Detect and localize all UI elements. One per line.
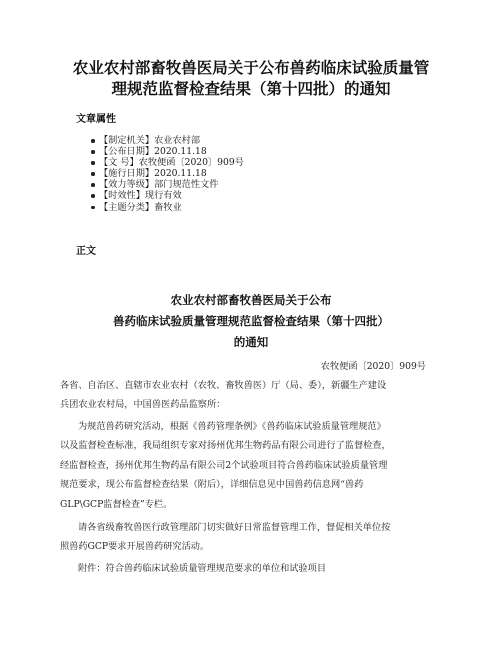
attribute-text: 【施行日期】2020.11.18 <box>99 168 207 180</box>
attribute-text: 【效力等级】部门规范性文件 <box>99 179 219 191</box>
body-heading: 正文 <box>76 246 96 257</box>
attribute-text: 【主题分类】畜牧业 <box>99 201 182 213</box>
page-title-line-2: 理规范监督检查结果（第十四批）的通知 <box>111 80 391 98</box>
bullet-icon <box>91 139 95 143</box>
attribute-item <box>76 157 244 168</box>
bullet-icon <box>91 206 95 210</box>
body-line: GLP\GCP监督检查”专栏。 <box>60 499 173 510</box>
attribute-text: 【文 号】农牧便函〔2020〕909号 <box>99 157 244 169</box>
attribute-item <box>76 146 244 157</box>
attribute-item <box>76 202 244 213</box>
body-line: 照兽药GCP要求开展兽药研究活动。 <box>60 541 210 552</box>
attribute-item <box>76 135 244 146</box>
body-line: 请各省级畜牧兽医行政管理部门切实做好日常监督管理工作，督促相关单位按 <box>78 522 391 533</box>
bullet-icon <box>91 161 95 165</box>
attribute-item <box>76 168 244 179</box>
attribute-text: 【制定机关】农业农村部 <box>99 135 201 146</box>
attachment-line: 附件：符合兽药临床试验质量管理规范要求的单位和试验项目 <box>78 563 327 574</box>
document-title-line-2: 兽药临床试验质量管理规范监督检查结果（第十四批） <box>113 314 389 328</box>
bullet-icon <box>91 194 95 198</box>
bullet-icon <box>91 183 95 187</box>
page-title-line-1: 农业农村部畜牧兽医局关于公布兽药临床试验质量管 <box>72 59 430 77</box>
body-line: 兵团农业农村局，中国兽医药品监察所： <box>60 399 226 410</box>
page-title <box>60 58 442 100</box>
document-title-line-1: 农业农村部畜牧兽医局关于公布 <box>170 293 332 307</box>
document-title <box>60 290 442 353</box>
attributes-list <box>76 135 244 213</box>
bullet-icon <box>91 150 95 154</box>
body-line: 以及监督检查标准，我局组织专家对扬州优邦生物药品有限公司进行了监督检查， <box>60 440 391 451</box>
attributes-heading: 文章属性 <box>76 114 116 125</box>
body-line: 经监督检查，扬州优邦生物药品有限公司2个试验项目符合兽药临床试验质量管理 <box>60 460 388 471</box>
bullet-icon <box>91 172 95 176</box>
body-line: 为规范兽药研究活动，根据《兽药管理条例》《兽药临床试验质量管理规范》 <box>78 421 386 432</box>
body-line: 各省、自治区、直辖市农业农村（农牧、畜牧兽医）厅（局、委），新疆生产建设 <box>60 380 387 391</box>
body-line: 规范要求，现公布监督检查结果（附后），详细信息见中国兽药信息网“兽药 <box>60 479 364 490</box>
document-title-line-3: 的通知 <box>233 335 269 349</box>
attribute-item <box>76 179 244 190</box>
attribute-text: 【时效性】现行有效 <box>99 190 182 202</box>
attribute-text: 【公布日期】2020.11.18 <box>99 146 207 158</box>
attribute-item <box>76 190 244 201</box>
document-number: 农牧便函〔2020〕909号 <box>320 361 426 372</box>
